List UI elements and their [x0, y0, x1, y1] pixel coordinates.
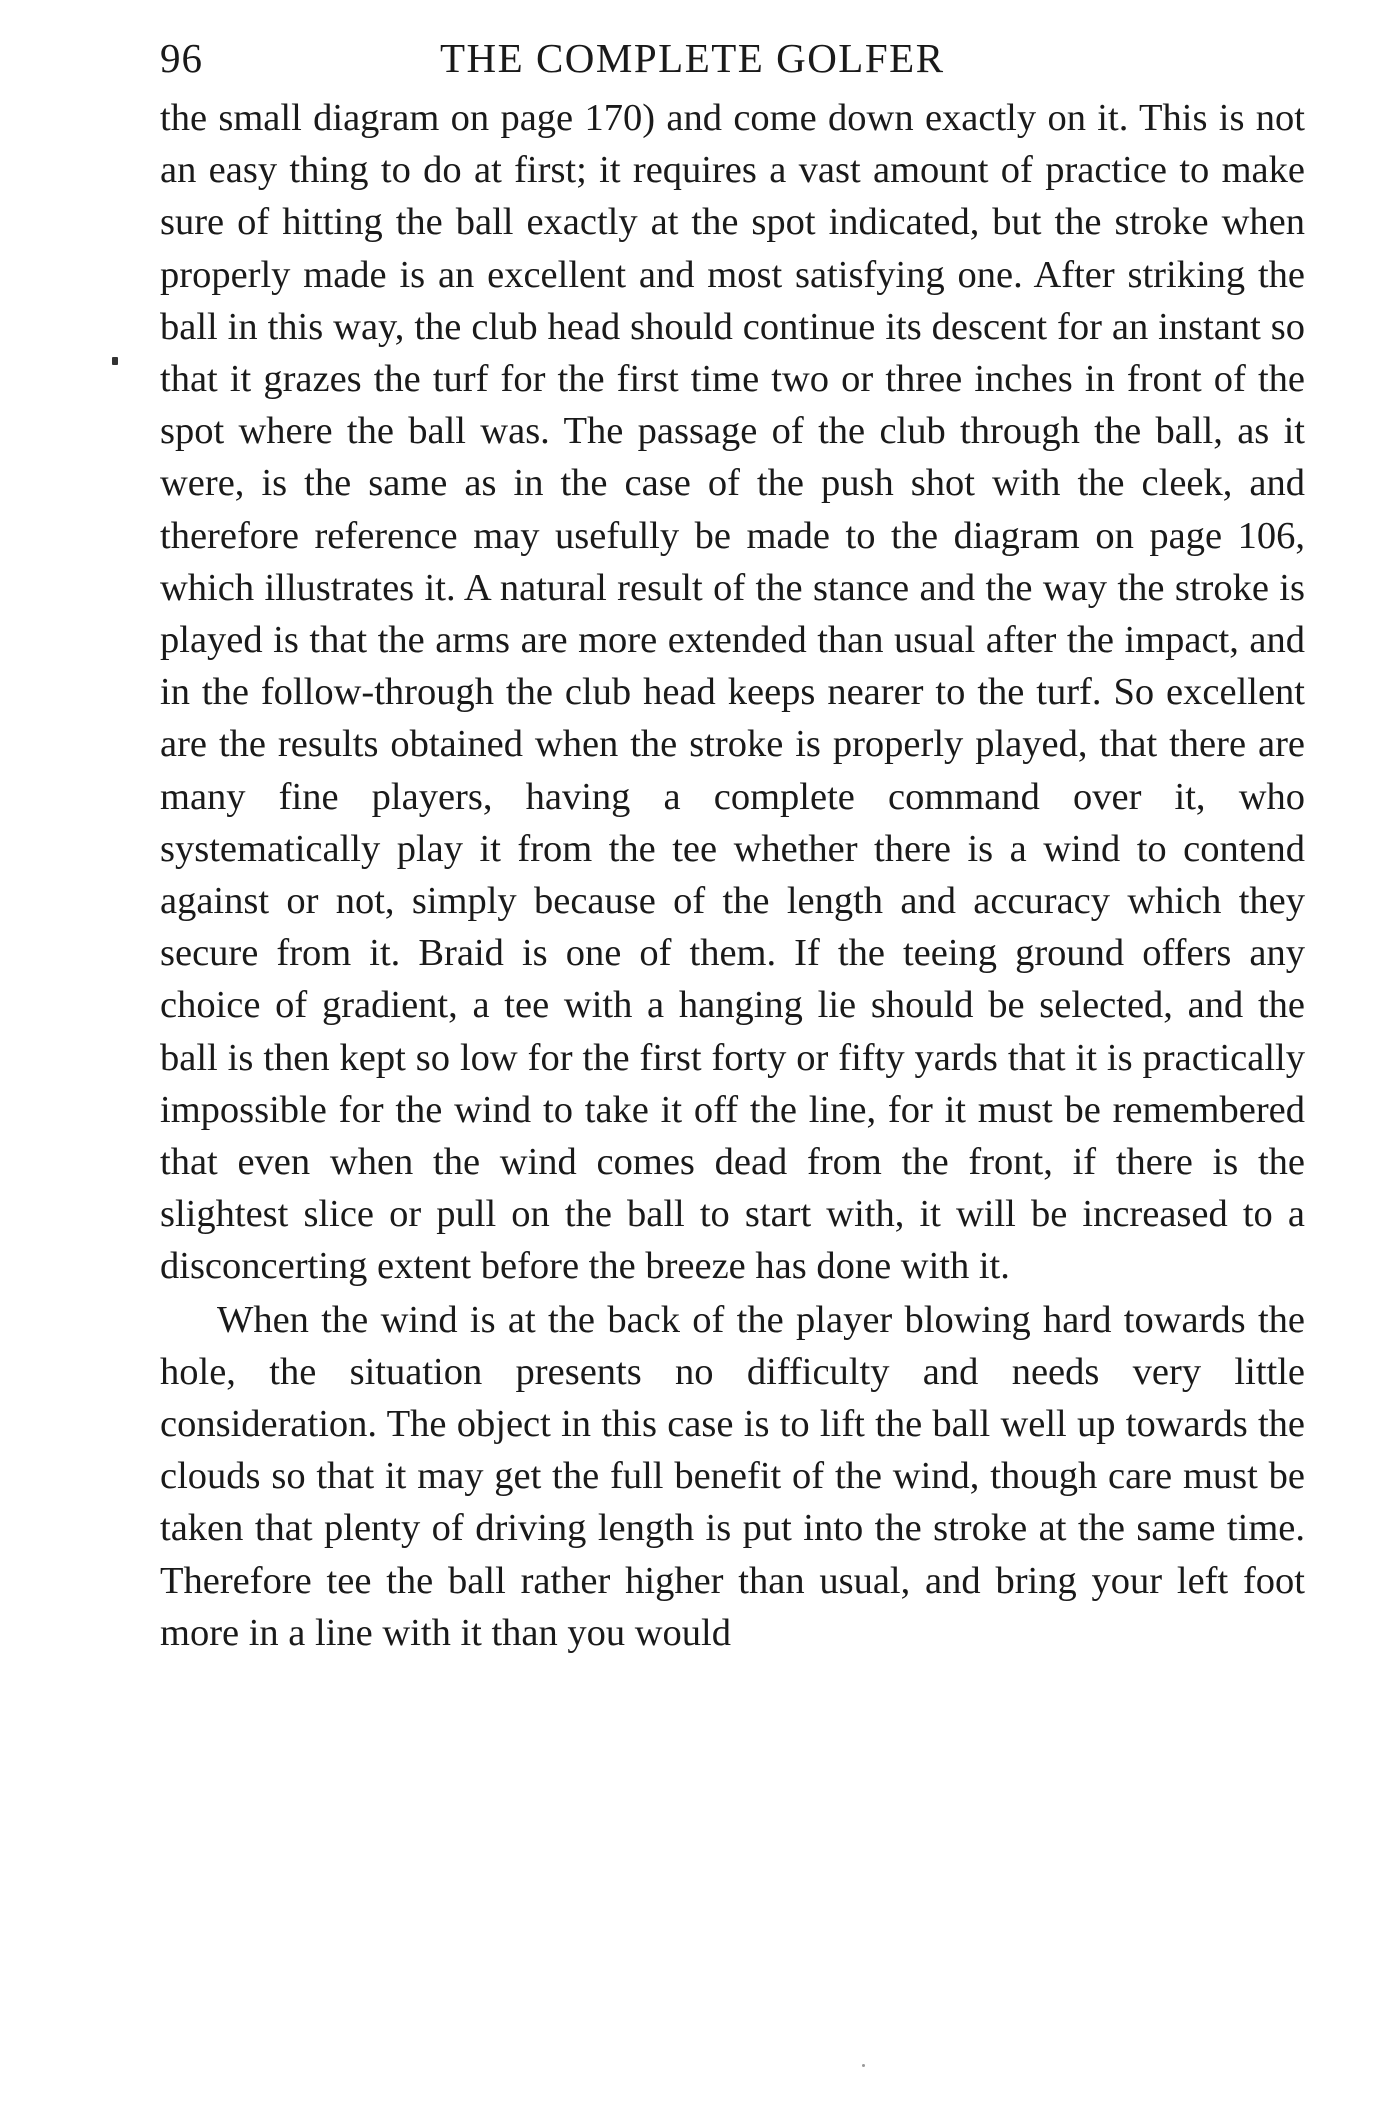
paragraph-2: When the wind is at the back of the player blowing hard towards the hole, the situation presents no difficulty and needs very little consideration. The object in this case is to lift the ball well up towards the clouds so that it may get the full benefit of the wind, though care must be taken that plenty of driving length is put into the stroke at the same time. Therefore tee the ball rather higher than usual, and bring your left foot more in a line with it than you would [160, 1298, 1305, 1654]
book-page [160, 30, 1305, 1659]
body-text [160, 92, 1305, 1659]
paragraph-1: the small diagram on page 170) and come down exactly on it. This is not an easy thing to do at first; it requires a vast amount of practice to make sure of hitting the ball exactly at the spot indicated, but the stroke when properly made is an excellent and most satisfying one. After striking the ball in this way, the club head should continue its descent for an instant so that it grazes the turf for the first time two or three inches in front of the spot where the ball was. The passage of the club through the ball, as it were, is the same as in the case of the push shot with the cleek, and therefore reference may usefully be made to the diagram on page 106, which illustrates it. A natural result of the stance and the way the stroke is played is that the arms are more extended than usual after the impact, and in the follow-through the club head keeps nearer to the turf. So excellent are the results obtained when the stroke is properly played, that there are many fine players, having a complete command over it, who systematically play it from the tee whether there is a wind to contend against or not, simply because of the length and accuracy which they secure from it. Braid is one of them. If the teeing ground offers any choice of gradient, a tee with a hanging lie should be selected, and the ball is then kept so low for the first forty or fifty yards that it is practically impossible for the wind to take it off the line, for it must be remembered that even when the wind comes dead from the front, if there is the slightest slice or pull on the ball to start with, it will be increased to a disconcerting extent before the breeze has done with it. [160, 97, 1305, 1288]
margin-mark [112, 357, 118, 365]
running-head [160, 30, 1305, 92]
paper-speck [862, 2064, 865, 2067]
running-title: THE COMPLETE GOLFER [440, 35, 945, 81]
page-number: 96 [160, 35, 203, 81]
